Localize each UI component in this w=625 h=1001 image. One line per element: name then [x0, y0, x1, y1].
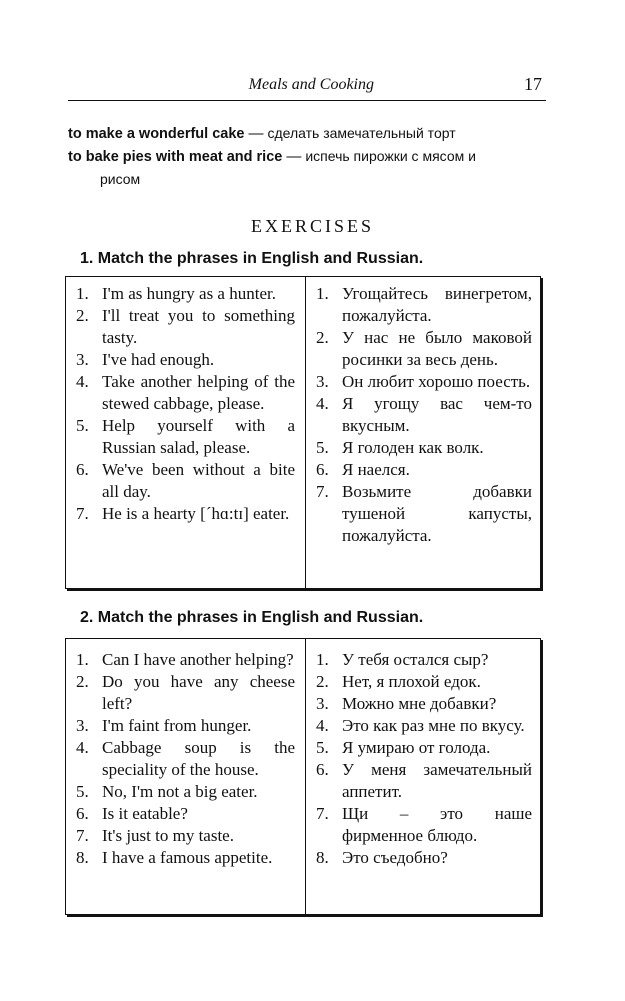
russian-phrase-list	[316, 649, 532, 869]
list-item	[76, 737, 295, 781]
item-number: 6.	[76, 804, 89, 823]
item-text: Я наелся.	[342, 460, 410, 479]
item-number: 6.	[316, 760, 329, 779]
list-item	[316, 715, 532, 737]
list-item	[316, 759, 532, 803]
item-number: 1.	[76, 650, 89, 669]
item-number: 1.	[316, 650, 329, 669]
list-item	[76, 803, 295, 825]
exercise-1-table	[65, 276, 541, 589]
item-number: 5.	[76, 782, 89, 801]
item-number: 2.	[76, 306, 89, 325]
item-number: 3.	[316, 694, 329, 713]
list-item	[76, 649, 295, 671]
item-number: 4.	[316, 716, 329, 735]
list-item	[76, 825, 295, 847]
exercise-1-english-column	[66, 277, 306, 588]
item-text: Я угощу вас чем-то вкусным.	[342, 394, 532, 435]
list-item	[76, 671, 295, 715]
item-number: 4.	[76, 372, 89, 391]
item-text: No, I'm not a big eater.	[102, 782, 258, 801]
item-text: Do you have any cheese left?	[102, 672, 295, 713]
list-item	[76, 371, 295, 415]
item-number: 7.	[76, 826, 89, 845]
item-text: Can I have another helping?	[102, 650, 294, 669]
russian-phrase-list	[316, 283, 532, 547]
list-item	[76, 503, 295, 525]
english-phrase-list	[76, 649, 295, 869]
item-number: 6.	[76, 460, 89, 479]
item-text: I'll treat you to something tasty.	[102, 306, 295, 347]
item-number: 2.	[316, 328, 329, 347]
item-text: У нас не было маковой росинки за весь день.	[342, 328, 532, 369]
item-text: Help yourself with a Russian salad, please.	[102, 416, 295, 457]
exercise-2-table	[65, 638, 541, 915]
list-item	[76, 781, 295, 803]
item-number: 2.	[76, 672, 89, 691]
list-item	[76, 415, 295, 459]
list-item	[316, 671, 532, 693]
header-rule	[68, 100, 546, 101]
item-number: 4.	[76, 738, 89, 757]
item-text: Угощайтесь винегретом, пожалуйста.	[342, 284, 532, 325]
list-item	[316, 481, 532, 547]
item-number: 6.	[316, 460, 329, 479]
item-number: 5.	[316, 438, 329, 457]
list-item	[316, 803, 532, 847]
item-text: I have a famous appetite.	[102, 848, 273, 867]
list-item	[76, 459, 295, 503]
list-item	[316, 393, 532, 437]
list-item	[316, 283, 532, 327]
list-item	[316, 737, 532, 759]
list-item	[76, 715, 295, 737]
vocab-english: to make a wonderful cake	[68, 126, 245, 142]
list-item	[316, 459, 532, 481]
vocab-russian: сделать замечательный торт	[267, 125, 456, 141]
item-text: Take another helping of the stewed cabbage, please.	[102, 372, 295, 413]
item-text: Это как раз мне по вкусу.	[342, 716, 525, 735]
item-number: 3.	[76, 716, 89, 735]
item-number: 8.	[316, 848, 329, 867]
list-item	[76, 283, 295, 305]
item-number: 2.	[316, 672, 329, 691]
exercise-1-heading: 1. Match the phrases in English and Russian.	[80, 250, 424, 267]
list-item	[316, 847, 532, 869]
english-phrase-list	[76, 283, 295, 525]
item-text: Щи – это наше фирменное блюдо.	[342, 804, 532, 845]
list-item	[316, 371, 532, 393]
running-header	[68, 74, 546, 98]
running-title: Meals and Cooking	[248, 76, 374, 93]
exercise-1-russian-column	[306, 277, 540, 588]
item-text: He is a hearty [ˊhɑ:tɪ] eater.	[102, 504, 290, 523]
vocab-entry	[68, 145, 568, 168]
item-number: 3.	[76, 350, 89, 369]
list-item	[76, 847, 295, 869]
item-number: 1.	[76, 284, 89, 303]
vocab-russian: испечь пирожки с мясом и	[305, 148, 476, 164]
item-number: 7.	[316, 482, 329, 501]
item-number: 7.	[316, 804, 329, 823]
item-text: Можно мне добавки?	[342, 694, 497, 713]
list-item	[76, 305, 295, 349]
item-text: Это съедобно?	[342, 848, 448, 867]
item-number: 3.	[316, 372, 329, 391]
item-number: 5.	[316, 738, 329, 757]
item-text: I'm faint from hunger.	[102, 716, 252, 735]
item-text: Is it eatable?	[102, 804, 188, 823]
vocab-english: to bake pies with meat and rice	[68, 149, 283, 165]
item-number: 1.	[316, 284, 329, 303]
vocab-continuation: рисом	[100, 171, 141, 187]
exercise-2-english-column	[66, 639, 306, 914]
item-text: У меня замечательный аппетит.	[342, 760, 532, 801]
list-item	[316, 327, 532, 371]
item-text: I've had enough.	[102, 350, 215, 369]
item-text: Возьмите добавки тушеной капусты, пожалуйста.	[342, 482, 532, 545]
item-number: 4.	[316, 394, 329, 413]
vocabulary-list	[68, 122, 568, 190]
item-text: We've been without a bite all day.	[102, 460, 295, 501]
item-text: It's just to my taste.	[102, 826, 234, 845]
exercise-2-heading: 2. Match the phrases in English and Russian.	[80, 609, 424, 626]
vocab-dash: —	[248, 125, 264, 142]
page-number: 17	[524, 74, 542, 94]
item-text: Я голоден как волк.	[342, 438, 484, 457]
exercise-2-russian-column	[306, 639, 540, 914]
list-item	[316, 693, 532, 715]
item-text: Cabbage soup is the speciality of the house.	[102, 738, 295, 779]
item-number: 5.	[76, 416, 89, 435]
item-number: 8.	[76, 848, 89, 867]
exercises-title: EXERCISES	[250, 216, 374, 236]
item-text: У тебя остался сыр?	[342, 650, 489, 669]
list-item	[316, 437, 532, 459]
item-text: Он любит хорошо поесть.	[342, 372, 531, 391]
item-text: Я умираю от голода.	[342, 738, 491, 757]
vocab-entry	[68, 122, 568, 145]
item-text: Нет, я плохой едок.	[342, 672, 481, 691]
vocab-dash: —	[286, 148, 302, 165]
list-item	[76, 349, 295, 371]
item-number: 7.	[76, 504, 89, 523]
list-item	[316, 649, 532, 671]
item-text: I'm as hungry as a hunter.	[102, 284, 276, 303]
